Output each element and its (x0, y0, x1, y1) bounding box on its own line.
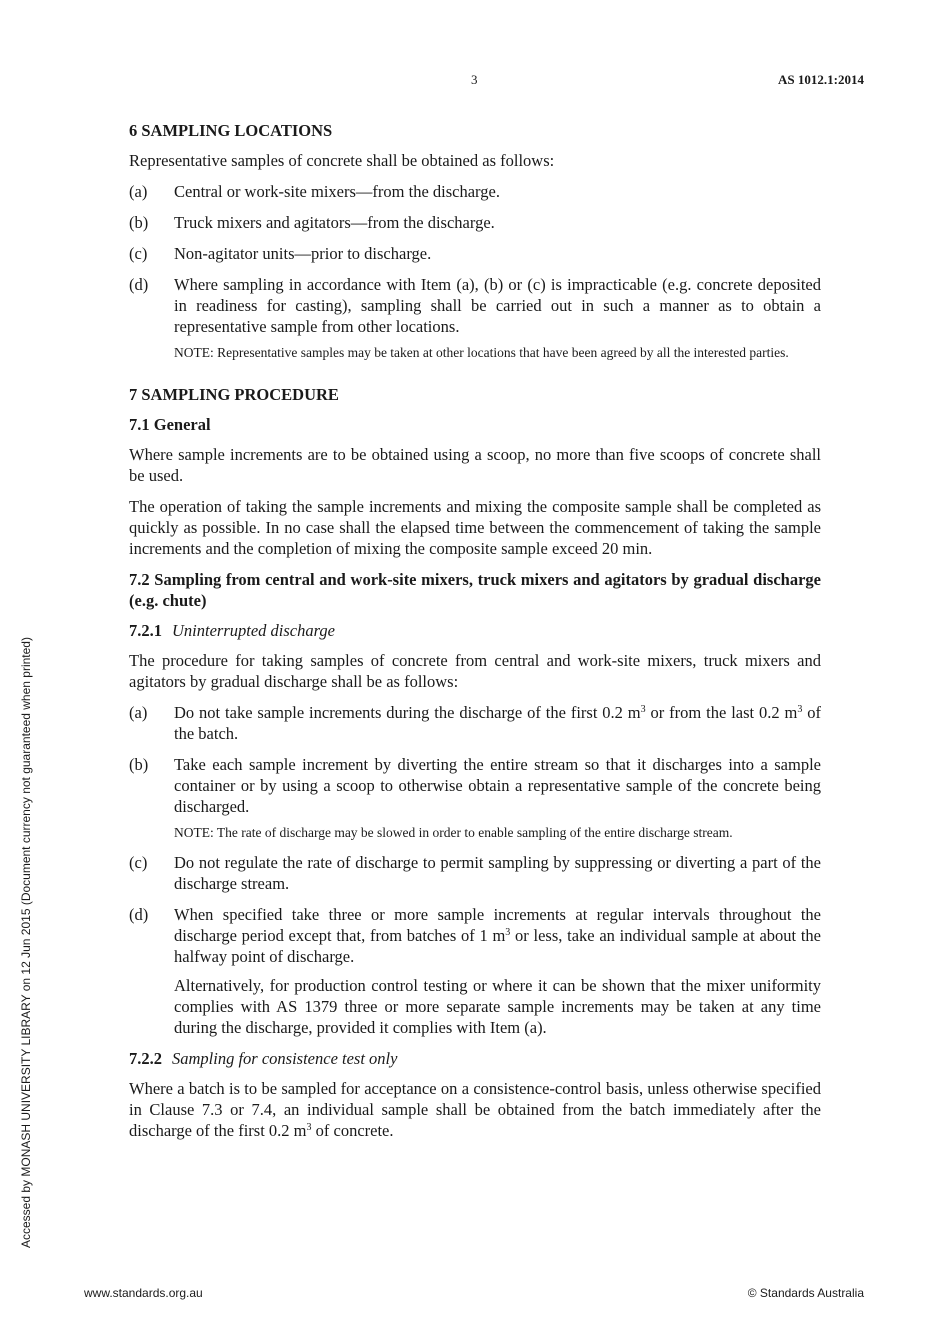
section-7-2-2-heading (129, 1048, 821, 1069)
item-label: (b) (129, 213, 149, 232)
item-label: (c) (129, 853, 148, 872)
list-item (129, 274, 821, 362)
access-notice: Accessed by MONASH UNIVERSITY LIBRARY on 12 Jun 2015 (Document currency not guaranteed when printed) (19, 637, 33, 1248)
item-text: Take each sample increment by diverting the entire stream so that it discharges into a sample container or by using a scoop to otherwise obtain a representative sample of the concrete being discharged. (174, 755, 821, 816)
section-7-2-2-paragraph: Where a batch is to be sampled for acceptance on a consistence-control basis, unless otherwise specified in Clause 7.3 or 7.4, an individual sample shall be obtained from the batch immediately after the discharge of the first 0.2 $m^3$ of concrete. (129, 1079, 821, 1140)
section-7-heading: 7 SAMPLING PROCEDURE (129, 385, 339, 404)
item-text: Truck mixers and agitators—from the discharge. (174, 213, 495, 232)
footer-website: www.standards.org.au (84, 1286, 203, 1300)
section-number: 7.2.1 (129, 621, 162, 640)
list-item (129, 243, 821, 264)
section-6-heading: 6 SAMPLING LOCATIONS (129, 121, 333, 140)
section-7-1-paragraph-1: Where sample increments are to be obtained using a scoop, no more than five scoops of concrete shall be used. (129, 445, 821, 485)
section-7-1-heading: 7.1 General (129, 415, 211, 434)
list-item (129, 754, 821, 842)
section-7-2-1-intro: The procedure for taking samples of concrete from central and work-site mixers, truck mixers and agitators by gradual discharge shall be as follows: (129, 651, 821, 691)
item-label: (c) (129, 244, 148, 263)
list-item (129, 181, 821, 202)
section-number: 7.2.2 (129, 1049, 162, 1068)
item-label: (a) (129, 703, 148, 722)
item-label: (b) (129, 755, 149, 774)
item-text: Do not take sample increments during the discharge of the first 0.2 $m^3$ or from the last 0.2 $m^3$ of the batch. (174, 703, 821, 743)
page-content (129, 120, 821, 1151)
item-label: (a) (129, 182, 148, 201)
item-text: Where sampling in accordance with Item (a), (b) or (c) is impracticable (e.g. concrete deposited in readiness for casting), sampling shall be carried out in such a manner as to obtain a representative sample from other locations. (174, 275, 821, 336)
section-7-2-heading: 7.2 Sampling from central and work-site mixers, truck mixers and agitators by gradual discharge (e.g. chute) (129, 570, 821, 610)
item-paragraph: Alternatively, for production control testing or where it can be shown that the mixer uniformity complies with AS 1379 three or more separate sample increments may be taken at any time during the discharge, provided it complies with Item (a). (174, 976, 821, 1037)
item-note: NOTE: The rate of discharge may be slowed in order to enable sampling of the entire discharge stream. (174, 825, 733, 840)
footer-copyright: © Standards Australia (747, 1286, 864, 1300)
item-label: (d) (129, 905, 149, 924)
list-item (129, 904, 821, 1038)
item-label: (d) (129, 275, 149, 294)
item-text: Non-agitator units—prior to discharge. (174, 244, 432, 263)
list-item (129, 852, 821, 894)
section-6-intro: Representative samples of concrete shall be obtained as follows: (129, 151, 555, 170)
section-title: Uninterrupted discharge (172, 621, 335, 640)
section-title: Sampling for consistence test only (172, 1049, 398, 1068)
list-item (129, 212, 821, 233)
item-text: Central or work-site mixers—from the discharge. (174, 182, 500, 201)
list-item (129, 702, 821, 744)
item-text: Do not regulate the rate of discharge to permit sampling by suppressing or diverting a part of the discharge stream. (174, 853, 821, 893)
item-text: When specified take three or more sample increments at regular intervals throughout the discharge period except that, from batches of 1 $m^3$ or less, take an individual sample at about the halfway point of discharge. (174, 905, 822, 966)
document-id: AS 1012.1:2014 (778, 72, 864, 87)
section-7-2-1-heading (129, 620, 821, 641)
section-6-note: NOTE: Representative samples may be taken at other locations that have been agreed by all the interested parties. (174, 345, 789, 360)
section-7-1-paragraph-2: The operation of taking the sample increments and mixing the composite sample shall be completed as quickly as possible. In no case shall the elapsed time between the commencement of taking the sample increments and the completion of mixing the composite sample exceed 20 min. (129, 497, 821, 558)
page-number: 3 (471, 72, 478, 87)
